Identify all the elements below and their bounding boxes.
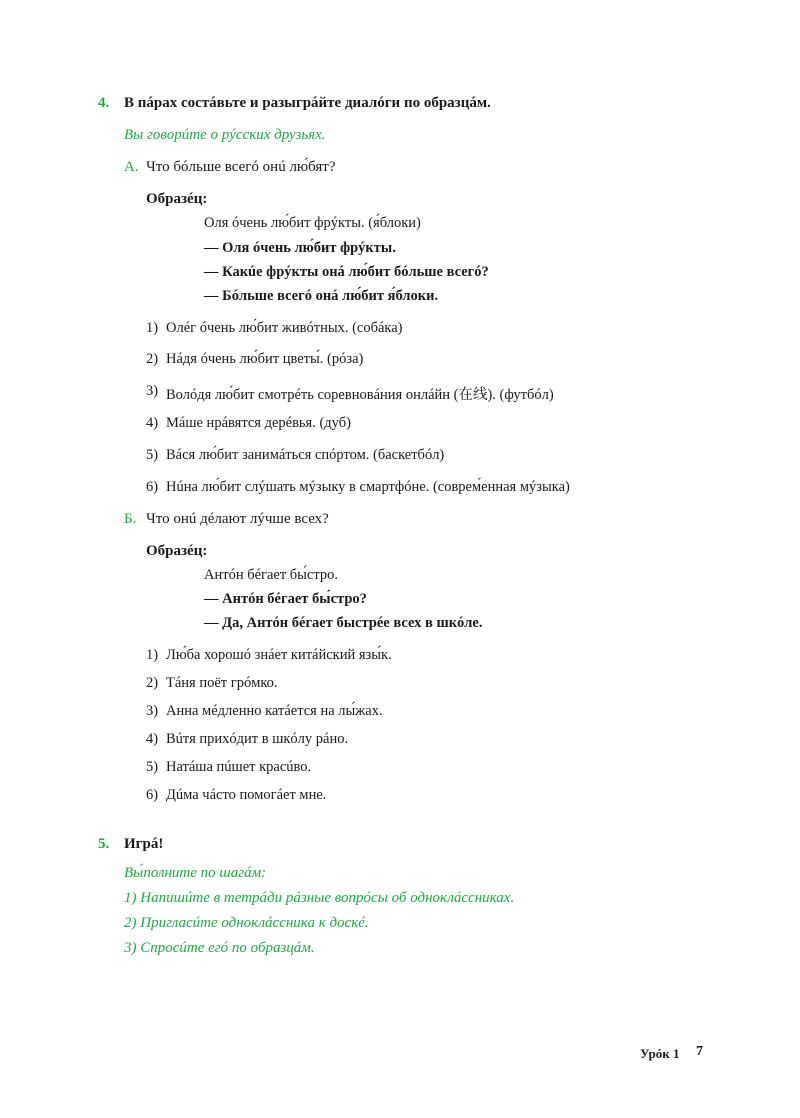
exercise-4-subtitle: Вы говорúте о рýсских друзьях. — [124, 127, 326, 143]
part-a-item-number: 6) — [146, 479, 159, 495]
part-a-item-text: Мáше нрáвятся дерéвья. (дуб) — [166, 415, 351, 431]
part-b-item-text: Лю́ба хорошó знáет китáйский язы́к. — [166, 647, 392, 663]
part-a-item-text: Нáдя óчень лю́бит цветы́. (рóза) — [166, 351, 364, 367]
exercise-4-number: 4. — [98, 95, 110, 111]
page-number: 7 — [696, 1044, 703, 1059]
part-a-sample-label: Образéц: — [146, 191, 208, 207]
part-a-item-number: 5) — [146, 447, 159, 463]
part-b-item-text: Анна мéдленно катáется на лы́жах. — [166, 703, 383, 719]
exercise-5-subtitle: Вы́полните по шагáм: — [124, 865, 267, 881]
exercise-5-step: 3) Спросúте егó по образцáм. — [124, 940, 315, 956]
part-b-sample-line: Антóн бéгает бы́стро. — [204, 567, 338, 583]
part-b-item-number: 5) — [146, 759, 159, 775]
part-a-item-text: Вáся лю́бит занимáться спóртом. (баскетбóл) — [166, 447, 445, 463]
part-b-item-number: 1) — [146, 647, 159, 663]
part-a-sample-line: — Какúе фрýкты онá лю́бит бóльше всегó? — [204, 264, 489, 280]
part-b-item-text: Вúтя прихóдит в шкóлу рáно. — [166, 731, 349, 747]
part-a-sample-line: — Бóльше всегó онá лю́бит я́блоки. — [204, 288, 439, 304]
part-b-item-text: Натáша пúшет красúво. — [166, 759, 312, 775]
part-b-sample-label: Образéц: — [146, 543, 208, 559]
part-a-item-number: 2) — [146, 351, 159, 367]
part-b-sample-line: — Да, Антóн бéгает быстрéе всех в шкóле. — [204, 615, 483, 631]
part-a-sample-line: Оля óчень лю́бит фрýкты. (я́блоки) — [204, 215, 421, 231]
part-a-item-text: Волóдя лю́бит смотрéть соревновáния онлáйн (在线). (футбóл) — [166, 387, 554, 403]
exercise-5-step: 1) Напишúте в тетрáди рáзные вопрóсы об одноклáссниках. — [124, 890, 515, 906]
part-b-item-text: Тáня поёт грóмко. — [166, 675, 278, 691]
exercise-5-step: 2) Пригласúте одноклáссника к доскé. — [124, 915, 369, 931]
part-a-letter: А. — [124, 159, 139, 175]
part-a-item-number: 3) — [146, 383, 159, 399]
exercise-5-number: 5. — [98, 836, 110, 852]
part-b-item-number: 2) — [146, 675, 159, 691]
part-b-question: Что онú дéлают лýчше всех? — [146, 511, 329, 527]
exercise-4-title: В пáрах состáвьте и разыгрáйте диалóги по образцáм. — [124, 95, 491, 111]
part-a-item-text: Олéг óчень лю́бит живóтных. (собáка) — [166, 320, 403, 336]
part-a-item-number: 1) — [146, 320, 159, 336]
part-b-item-number: 6) — [146, 787, 159, 803]
part-a-item-number: 4) — [146, 415, 159, 431]
part-a-sample-line: — Оля óчень лю́бит фрýкты. — [204, 240, 396, 256]
part-b-item-number: 3) — [146, 703, 159, 719]
part-b-item-text: Дúма чáсто помогáет мне. — [166, 787, 327, 803]
part-a-item-text: Нúна лю́бит слýшать мýзыку в смартфóне. (соврем́енная мýзыка) — [166, 479, 570, 495]
exercise-5-title: Игрá! — [124, 836, 164, 852]
part-b-letter: Б. — [124, 511, 137, 527]
part-b-sample-line: — Антóн бéгает бы́стро? — [204, 591, 367, 607]
footer-lesson-label: Урóк 1 — [640, 1046, 680, 1061]
part-a-question: Что бóльше всегó онú лю́бят? — [146, 159, 336, 175]
part-b-item-number: 4) — [146, 731, 159, 747]
